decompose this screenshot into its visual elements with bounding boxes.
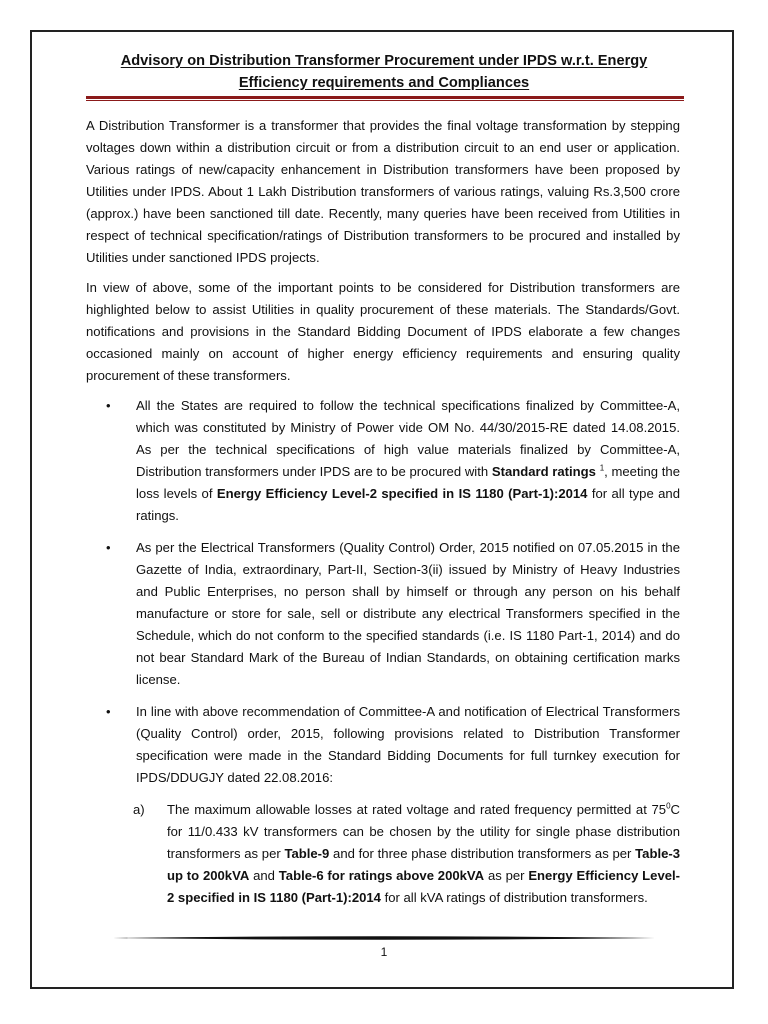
title-divider — [86, 96, 684, 99]
bold-text: Energy Efficiency Level-2 specified in IS 1180 (Part-1):2014 — [167, 868, 681, 905]
bullet-text: In line with above recommendation of Committee-A and notification of Electrical Transformers (Quality Control) order, 2015, following provisions related to Distribution Transformer specification were made in the Standard Bidding Documents for full turnkey execution for IPDS/DDUGJY dated 22.08.2016: — [136, 704, 680, 785]
title-line-2: Efficiency requirements and Compliances — [238, 75, 530, 91]
title-line-1: Advisory on Distribution Transformer Procurement under IPDS w.r.t. Energy — [120, 53, 648, 69]
footer-divider — [113, 936, 655, 940]
bullet-text: As per the Electrical Transformers (Quality Control) Order, 2015 notified on 07.05.2015 in the Gazette of India, extraordinary, Part-II, Section-3(ii) issued by Ministry of Heavy Industries and Public Enterprises, no person shall by himself or through any person on his behalf manufacture or store for sale, sell or distribute any electrical Transformers specified in the Schedule, which do not conform to the specified standards (i.e. IS 1180 Part-1, 2014) and do not bear Standard Mark of the Bureau of Indian Standards, on obtaining certification marks license. — [136, 540, 680, 687]
paragraph-context: In view of above, some of the important points to be considered for Distribution transformers are highlighted below to assist Utilities in quality procurement of these materials. The Standards/Govt. notifications and provisions in the Standard Bidding Document of IPDS elaborate a few changes occasioned mainly on account of higher energy efficiency requirements and ensuring quality procurement of these transformers. — [86, 280, 680, 383]
bullet-item-quality-control — [106, 537, 680, 691]
sub-text: and — [249, 868, 279, 883]
sub-text: C for 11/0.433 kV transformers can be chosen by the utility for single phase distribution transformers as per — [167, 802, 680, 861]
document-body — [86, 115, 680, 909]
document-title — [60, 50, 708, 94]
bullet-text: All the States are required to follow the technical specifications finalized by Committee-A, which was constituted by Ministry of Power vide OM No. 44/30/2015-RE dated 14.08.2015. As per the technical specifications of high value materials finalized by Committee-A, Distribution transformers under IPDS are to be procured with — [136, 398, 680, 479]
bullet-text: for all type and ratings. — [136, 486, 680, 523]
bold-text: Table-9 — [284, 846, 330, 861]
bullet-icon: • — [106, 540, 111, 555]
bullet-icon: • — [106, 704, 111, 719]
sub-item-marker: a) — [133, 802, 145, 817]
sub-text: and for three phase distribution transformers as per — [329, 846, 636, 861]
bold-text: Table-6 for ratings above 200kVA — [278, 868, 485, 883]
bullet-icon: • — [106, 398, 111, 413]
bold-text: Standard ratings — [491, 464, 600, 479]
superscript: 0 — [666, 801, 671, 811]
bold-text: Energy Efficiency Level-2 specified in IS 1180 (Part-1):2014 — [216, 486, 588, 501]
title-divider-thin — [86, 100, 684, 101]
sub-text: The maximum allowable losses at rated voltage and rated frequency permitted at 75 — [167, 802, 667, 817]
bullet-text: , meeting the loss levels of — [136, 464, 680, 501]
paragraph-intro: A Distribution Transformer is a transformer that provides the final voltage transformation by stepping voltages down within a distribution circuit or from a distribution circuit to an end user or application. Various ratings of new/capacity enhancement in Distribution transformers have been proposed by Utilities under IPDS. About 1 Lakh Distribution transformers of various ratings, valuing Rs.3,500 crore (approx.) have been sanctioned till date. Recently, many queries have been received from Utilities in respect of technical specification/ratings of Distribution transformers to be procured and installed by Utilities under sanctioned IPDS projects. — [86, 118, 680, 265]
sub-text: as per — [484, 868, 529, 883]
page-number: 1 — [380, 945, 388, 959]
bullet-item-bidding-documents — [106, 701, 680, 789]
bullet-item-committee — [106, 395, 680, 527]
footnote-marker: 1 — [599, 463, 605, 473]
bullet-list — [86, 395, 680, 789]
sub-item-a — [133, 799, 680, 909]
bold-text: Table-3 up to 200kVA — [167, 846, 681, 883]
sub-text: for all kVA ratings of distribution transformers. — [380, 890, 648, 905]
